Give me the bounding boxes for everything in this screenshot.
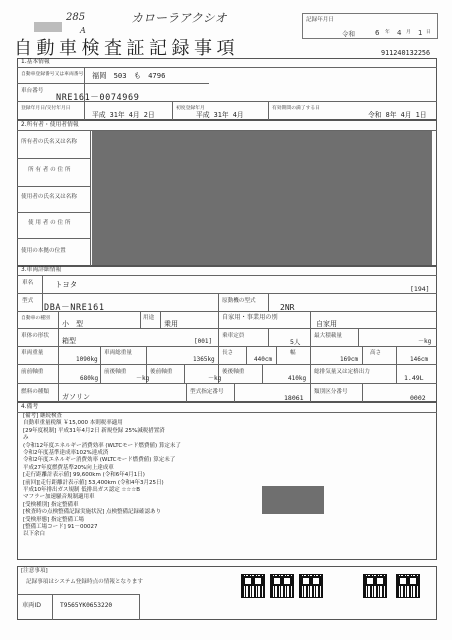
displacement-label: 総排気量又は定格出力 (314, 369, 370, 375)
weight-label: 車両重量 (21, 350, 44, 356)
remarks-line: [29年度税制] 平成31年4月2日 新規登録 25%減税措置済 (23, 427, 165, 434)
remarks-line: 平成27年度燃費基準20%向上達成車 (23, 464, 114, 471)
remarks-line: [受検種別] 指定整備車 (23, 501, 79, 508)
displacement-value: 1.49L (404, 374, 424, 382)
reg-date-label: 登録年月日/交付年月日 (21, 106, 71, 111)
document-number: 911240132256 (381, 49, 431, 57)
remarks-line: [整備工場コード] 91－00027 (23, 524, 98, 530)
qr-code-4 (363, 574, 387, 598)
remarks-line: [検査時の点検整備記録実施状況] 点検整備記録確認あり (23, 509, 162, 516)
remarks-list (23, 414, 423, 540)
remarks-line: マフラー加速騒音規制適用車 (23, 494, 95, 501)
vehicle-id-label: 車両ID (22, 602, 41, 609)
remarks-line: み (23, 435, 29, 442)
remarks-line: [受検形態] 指定整備工場 (23, 516, 85, 523)
maker-label: 車名 (22, 280, 34, 286)
qr-code-1 (241, 574, 265, 598)
record-date-label: 記録年月日 (306, 17, 334, 23)
fuel-value: ガソリン (62, 393, 90, 401)
capacity-label: 乗車定員 (222, 333, 245, 339)
remarks-line: [備考] 継続検査 (23, 413, 63, 419)
vehicle-id-value: T9565YK0653220 (60, 602, 113, 609)
chassis-value: NRE161－0074969 (56, 93, 140, 103)
notice-body: 記録事項はシステム登録時点の情報となります (26, 579, 143, 585)
front-front-axle-value: 680kg (80, 375, 99, 382)
handwritten-model-name: カローラアクシオ (131, 11, 227, 25)
model-label: 型式 (22, 298, 34, 304)
record-date-era: 令和 (342, 30, 355, 38)
chassis-label: 車台番号 (21, 88, 44, 94)
height-label: 高さ (370, 350, 382, 356)
remarks-line: 令和2年度基準達成率102%達成済 (23, 450, 109, 456)
section-owner-user-header: 2.所有者・使用者情報 (21, 122, 79, 128)
length-label: 長さ (222, 350, 234, 356)
max-load-value: －kg (418, 338, 432, 345)
first-reg-value: 平成 31年 4月 (196, 111, 244, 119)
handwritten-letter: A (80, 26, 86, 35)
base-location-label: 使用の本拠の位置 (21, 248, 66, 254)
weight-value: 1090kg (76, 356, 98, 363)
front-front-axle-label: 前前軸重 (21, 369, 44, 375)
redacted-remark (262, 486, 324, 514)
front-rear-axle-value: －kg (136, 375, 150, 382)
length-value: 440cm (254, 356, 273, 363)
user-address-label: 使 用 者 の 住 所 (28, 220, 71, 226)
width-value: 169cm (340, 356, 359, 363)
remarks-line: 以下余白 (23, 531, 46, 538)
rear-front-axle-value: －kg (208, 375, 222, 382)
kind-label: 自動車の種別 (21, 316, 50, 321)
record-date-day-unit: 日 (426, 30, 431, 35)
fuel-label: 燃料の種類 (21, 389, 49, 395)
reg-number-value: 福岡 503 も 4796 (92, 71, 166, 80)
record-date-month: 4 (397, 29, 402, 37)
record-date-month-unit: 月 (406, 30, 411, 35)
class-number-value: 0002 (410, 394, 426, 402)
purpose-label: 自家用・事業用の別 (222, 314, 278, 321)
remarks-line: (令和12年度エネルギー消費効率 (WLTCモード燃費値) 算定未了 (23, 442, 181, 449)
owner-name-label: 所有者の氏名又は名称 (21, 139, 77, 145)
notice-header: [注意事項] (21, 568, 48, 574)
class-number-label: 類別区分番号 (314, 389, 348, 395)
page-title: 自動車検査証記録事項 (14, 38, 239, 59)
use-label: 用途 (143, 315, 155, 321)
section-vehicle-details-header: 3.車両詳細情報 (21, 267, 62, 273)
section-remarks-header: 4.備考 (21, 404, 39, 410)
height-value: 146cm (410, 356, 429, 363)
qr-code-5 (396, 574, 420, 598)
qr-code-3 (299, 574, 323, 598)
engine-label: 原動機の型式 (222, 298, 256, 304)
rear-rear-axle-value: 410kg (288, 375, 307, 382)
record-date-day: 1 (418, 29, 423, 37)
body-code: [001] (194, 338, 213, 345)
use-value: 乗用 (164, 320, 178, 328)
section-basic-info-header: 1.基本情報 (21, 59, 50, 65)
model-value: DBA－NRE161 (44, 303, 105, 313)
rear-front-axle-label: 後前軸重 (150, 369, 173, 375)
reg-number-label: 自動車登録番号又は車両番号 (21, 72, 84, 77)
redacted-owner-user-info (92, 131, 432, 265)
width-label: 幅 (290, 350, 296, 356)
reg-date-value: 平成 31年 4月 2日 (92, 111, 155, 119)
body-value: 箱型 (62, 337, 76, 345)
owner-address-label: 所 有 者 の 住 所 (28, 167, 71, 173)
max-load-label: 最大積載量 (314, 333, 342, 339)
record-date-year-unit: 年 (385, 30, 390, 35)
first-reg-label: 初度登録年月 (176, 106, 205, 111)
remarks-line: 自動車重量税額 ￥15,000 本則税率適用 (23, 420, 123, 427)
body-label: 車体の形状 (21, 333, 49, 339)
remarks-line: 令和2年度エネルギー消費効率 (WLTCモード燃費値) 算定未了 (23, 457, 176, 464)
scanner-smudge (34, 22, 62, 32)
qr-code-2 (270, 574, 294, 598)
capacity-value: 5人 (290, 338, 301, 346)
remarks-line: [走行距離計表示値] 99,600km (令和6年4月1日) (23, 472, 145, 479)
remarks-line: [前回][走行距離計表示値] 53,400km (令和4年3月25日) (23, 479, 164, 486)
expiry-value: 令和 8年 4月 1日 (368, 111, 427, 119)
front-rear-axle-label: 前後軸重 (104, 369, 127, 375)
gross-weight-label: 車両総重量 (104, 350, 132, 356)
approval-number-value: 18061 (284, 394, 304, 402)
expiry-label: 有効期間の満了する日 (272, 106, 320, 111)
rear-rear-axle-label: 後後軸重 (222, 369, 245, 375)
engine-value: 2NR (280, 303, 295, 312)
purpose-value: 自家用 (316, 320, 337, 328)
maker-value: トヨタ (55, 280, 78, 289)
user-name-label: 使用者の氏名又は名称 (21, 194, 77, 200)
gross-weight-value: 1365kg (193, 356, 215, 363)
maker-code: [194] (410, 285, 430, 293)
remarks-line: 平成10年排出ガス規制 低排出ガス認定 ☆☆☆B (23, 487, 141, 493)
record-date-year: 6 (375, 29, 380, 37)
kind-value: 小 型 (62, 320, 83, 328)
handwritten-number: 285 (66, 12, 86, 23)
approval-number-label: 型式指定番号 (190, 389, 224, 395)
